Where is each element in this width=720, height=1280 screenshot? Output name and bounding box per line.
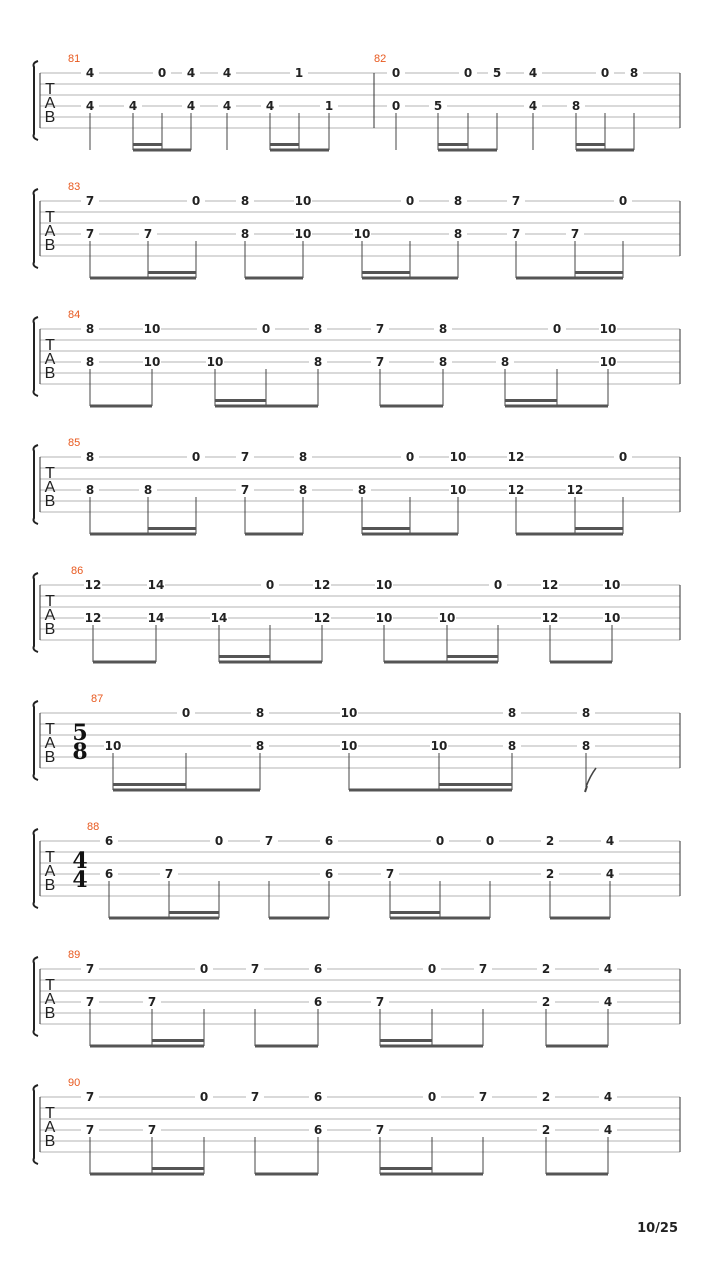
tab-clef-letter: T bbox=[45, 849, 55, 866]
beam bbox=[362, 277, 458, 280]
fret-number-bottom: 8 bbox=[298, 483, 308, 497]
fret-number-top: 2 bbox=[541, 962, 551, 976]
beam bbox=[516, 277, 623, 280]
fret-number-top: 10 bbox=[375, 578, 393, 592]
measure-number: 90 bbox=[68, 1077, 81, 1089]
beam bbox=[109, 917, 219, 920]
fret-number-top: 4 bbox=[605, 834, 615, 848]
fret-number-top: 10 bbox=[599, 322, 617, 336]
fret-number-bottom: 12 bbox=[507, 483, 525, 497]
beam bbox=[245, 533, 303, 536]
fret-number-bottom: 6 bbox=[104, 867, 114, 881]
fret-number-bottom: 8 bbox=[85, 483, 95, 497]
measure-number: 89 bbox=[68, 949, 81, 961]
tab-clef-letter: A bbox=[44, 223, 56, 240]
fret-number-bottom: 8 bbox=[581, 739, 591, 753]
beam-secondary bbox=[362, 271, 410, 274]
beam bbox=[90, 533, 196, 536]
fret-number-bottom: 4 bbox=[605, 867, 615, 881]
beam bbox=[380, 405, 443, 408]
fret-number-top: 0 bbox=[181, 706, 191, 720]
system-bracket bbox=[34, 573, 39, 652]
fret-number-top: 0 bbox=[199, 962, 209, 976]
beam-secondary bbox=[169, 911, 219, 914]
beam bbox=[546, 1045, 608, 1048]
tab-clef-letter: T bbox=[45, 977, 55, 994]
beam-secondary bbox=[148, 271, 196, 274]
beam bbox=[550, 917, 610, 920]
tab-clef-letter: T bbox=[45, 465, 55, 482]
fret-number-bottom: 7 bbox=[570, 227, 580, 241]
tab-clef-letter: B bbox=[44, 877, 56, 894]
beam-secondary bbox=[505, 399, 557, 402]
fret-number-bottom: 8 bbox=[85, 355, 95, 369]
fret-number-top: 10 bbox=[340, 706, 358, 720]
fret-number-top: 4 bbox=[222, 66, 232, 80]
measure-number: 82 bbox=[374, 53, 387, 65]
fret-number-top: 10 bbox=[143, 322, 161, 336]
fret-number-bottom: 1 bbox=[324, 99, 334, 113]
fret-number-top: 7 bbox=[264, 834, 274, 848]
fret-number-bottom: 7 bbox=[85, 1123, 95, 1137]
fret-number-top: 8 bbox=[507, 706, 517, 720]
fret-number-bottom: 12 bbox=[566, 483, 584, 497]
fret-number-bottom: 10 bbox=[430, 739, 448, 753]
fret-number-top: 0 bbox=[405, 194, 415, 208]
fret-number-bottom: 7 bbox=[240, 483, 250, 497]
fret-number-top: 0 bbox=[463, 66, 473, 80]
fret-number-top: 8 bbox=[85, 322, 95, 336]
fret-number-top: 8 bbox=[629, 66, 639, 80]
fret-number-bottom: 10 bbox=[353, 227, 371, 241]
fret-number-bottom: 7 bbox=[85, 227, 95, 241]
beam-secondary bbox=[270, 143, 299, 146]
fret-number-top: 8 bbox=[298, 450, 308, 464]
fret-number-bottom: 7 bbox=[85, 995, 95, 1009]
beam-secondary bbox=[575, 527, 623, 530]
fret-number-top: 6 bbox=[324, 834, 334, 848]
fret-number-bottom: 14 bbox=[147, 611, 165, 625]
system-bracket bbox=[34, 701, 39, 780]
tab-system bbox=[34, 1077, 681, 1176]
fret-number-bottom: 8 bbox=[255, 739, 265, 753]
fret-number-top: 0 bbox=[552, 322, 562, 336]
fret-number-top: 0 bbox=[485, 834, 495, 848]
fret-number-top: 0 bbox=[435, 834, 445, 848]
beam bbox=[269, 917, 329, 920]
beam-secondary bbox=[380, 1167, 432, 1170]
tab-clef-letter: A bbox=[44, 607, 56, 624]
tab-clef-letter: T bbox=[45, 1105, 55, 1122]
beam bbox=[550, 661, 612, 664]
tab-clef-letter: B bbox=[44, 1005, 56, 1022]
tab-clef-letter: A bbox=[44, 735, 56, 752]
fret-number-bottom: 10 bbox=[143, 355, 161, 369]
fret-number-top: 2 bbox=[541, 1090, 551, 1104]
fret-number-top: 0 bbox=[214, 834, 224, 848]
fret-number-top: 7 bbox=[250, 1090, 260, 1104]
fret-number-top: 8 bbox=[240, 194, 250, 208]
fret-number-bottom: 8 bbox=[143, 483, 153, 497]
fret-number-bottom: 10 bbox=[603, 611, 621, 625]
system-bracket bbox=[34, 829, 39, 908]
fret-number-top: 7 bbox=[511, 194, 521, 208]
fret-number-bottom: 4 bbox=[603, 1123, 613, 1137]
beam bbox=[93, 661, 156, 664]
tab-clef-letter: A bbox=[44, 479, 56, 496]
tab-clef-letter: A bbox=[44, 95, 56, 112]
tab-system bbox=[34, 949, 681, 1048]
beam-secondary bbox=[219, 655, 270, 658]
fret-number-top: 6 bbox=[313, 962, 323, 976]
beam bbox=[219, 661, 322, 664]
fret-number-bottom: 7 bbox=[385, 867, 395, 881]
system-bracket bbox=[34, 957, 39, 1036]
measure-number: 84 bbox=[68, 309, 81, 321]
beam-secondary bbox=[215, 399, 266, 402]
fret-number-top: 0 bbox=[493, 578, 503, 592]
fret-number-bottom: 8 bbox=[453, 227, 463, 241]
fret-number-bottom: 4 bbox=[186, 99, 196, 113]
system-bracket bbox=[34, 317, 39, 396]
fret-number-top: 0 bbox=[391, 66, 401, 80]
note-flag bbox=[586, 768, 596, 787]
fret-number-bottom: 7 bbox=[147, 995, 157, 1009]
fret-number-bottom: 10 bbox=[599, 355, 617, 369]
fret-number-top: 0 bbox=[427, 1090, 437, 1104]
beam bbox=[505, 405, 608, 408]
beam bbox=[380, 1173, 483, 1176]
beam bbox=[90, 1045, 204, 1048]
fret-number-top: 0 bbox=[427, 962, 437, 976]
fret-number-bottom: 5 bbox=[433, 99, 443, 113]
beam-secondary bbox=[362, 527, 410, 530]
fret-number-top: 12 bbox=[507, 450, 525, 464]
fret-number-bottom: 12 bbox=[84, 611, 102, 625]
fret-number-bottom: 6 bbox=[313, 1123, 323, 1137]
fret-number-top: 7 bbox=[250, 962, 260, 976]
fret-number-top: 0 bbox=[157, 66, 167, 80]
fret-number-bottom: 12 bbox=[541, 611, 559, 625]
fret-number-bottom: 6 bbox=[324, 867, 334, 881]
beam bbox=[362, 533, 458, 536]
fret-number-top: 10 bbox=[294, 194, 312, 208]
beam-secondary bbox=[439, 783, 512, 786]
fret-number-top: 4 bbox=[85, 66, 95, 80]
tab-system bbox=[34, 821, 681, 920]
fret-number-bottom: 10 bbox=[206, 355, 224, 369]
fret-number-top: 4 bbox=[603, 1090, 613, 1104]
measure-number: 86 bbox=[71, 565, 84, 577]
tab-clef-letter: B bbox=[44, 109, 56, 126]
fret-number-top: 14 bbox=[147, 578, 165, 592]
time-signature-numerator: 4 bbox=[72, 848, 88, 874]
beam-secondary bbox=[148, 527, 196, 530]
tab-clef-letter: T bbox=[45, 721, 55, 738]
system-bracket bbox=[34, 61, 39, 140]
fret-number-top: 0 bbox=[265, 578, 275, 592]
measure-number: 87 bbox=[91, 693, 104, 705]
tab-system bbox=[34, 693, 681, 792]
fret-number-top: 0 bbox=[191, 194, 201, 208]
beam bbox=[90, 277, 196, 280]
fret-number-bottom: 2 bbox=[545, 867, 555, 881]
fret-number-bottom: 4 bbox=[528, 99, 538, 113]
system-bracket bbox=[34, 445, 39, 524]
tab-clef-letter: B bbox=[44, 237, 56, 254]
fret-number-top: 6 bbox=[313, 1090, 323, 1104]
fret-number-top: 8 bbox=[255, 706, 265, 720]
beam bbox=[113, 789, 260, 792]
fret-number-top: 10 bbox=[449, 450, 467, 464]
fret-number-top: 4 bbox=[528, 66, 538, 80]
tab-system bbox=[34, 565, 681, 664]
tab-clef-letter: A bbox=[44, 351, 56, 368]
fret-number-bottom: 8 bbox=[438, 355, 448, 369]
fret-number-bottom: 14 bbox=[210, 611, 228, 625]
beam bbox=[215, 405, 318, 408]
fret-number-top: 5 bbox=[492, 66, 502, 80]
fret-number-bottom: 6 bbox=[313, 995, 323, 1009]
fret-number-bottom: 8 bbox=[357, 483, 367, 497]
tab-clef-letter: T bbox=[45, 81, 55, 98]
fret-number-top: 7 bbox=[375, 322, 385, 336]
beam-secondary bbox=[152, 1167, 204, 1170]
tab-clef-letter: T bbox=[45, 337, 55, 354]
time-signature-denominator: 8 bbox=[72, 739, 88, 765]
tab-clef-letter: T bbox=[45, 593, 55, 610]
fret-number-top: 6 bbox=[104, 834, 114, 848]
beam bbox=[245, 277, 303, 280]
fret-number-top: 0 bbox=[199, 1090, 209, 1104]
fret-number-bottom: 7 bbox=[143, 227, 153, 241]
tab-clef-letter: B bbox=[44, 365, 56, 382]
fret-number-bottom: 4 bbox=[85, 99, 95, 113]
time-signature-denominator: 4 bbox=[72, 867, 88, 893]
tab-system bbox=[34, 53, 681, 152]
fret-number-bottom: 4 bbox=[603, 995, 613, 1009]
fret-number-bottom: 8 bbox=[313, 355, 323, 369]
fret-number-bottom: 4 bbox=[128, 99, 138, 113]
fret-number-bottom: 7 bbox=[511, 227, 521, 241]
beam bbox=[546, 1173, 608, 1176]
fret-number-top: 8 bbox=[438, 322, 448, 336]
beam bbox=[438, 149, 497, 152]
beam-secondary bbox=[390, 911, 440, 914]
time-signature-numerator: 5 bbox=[72, 720, 88, 746]
fret-number-bottom: 10 bbox=[340, 739, 358, 753]
fret-number-top: 0 bbox=[405, 450, 415, 464]
fret-number-bottom: 7 bbox=[375, 355, 385, 369]
fret-number-top: 0 bbox=[618, 194, 628, 208]
beam bbox=[384, 661, 498, 664]
fret-number-top: 2 bbox=[545, 834, 555, 848]
fret-number-top: 8 bbox=[581, 706, 591, 720]
measure-number: 85 bbox=[68, 437, 81, 449]
fret-number-bottom: 2 bbox=[541, 1123, 551, 1137]
fret-number-top: 12 bbox=[313, 578, 331, 592]
fret-number-bottom: 2 bbox=[541, 995, 551, 1009]
tab-clef-letter: T bbox=[45, 209, 55, 226]
beam bbox=[255, 1173, 318, 1176]
fret-number-bottom: 8 bbox=[507, 739, 517, 753]
fret-number-top: 0 bbox=[191, 450, 201, 464]
tab-system bbox=[34, 309, 681, 408]
fret-number-top: 12 bbox=[84, 578, 102, 592]
fret-number-top: 7 bbox=[85, 962, 95, 976]
fret-number-bottom: 0 bbox=[391, 99, 401, 113]
fret-number-bottom: 7 bbox=[375, 1123, 385, 1137]
beam-secondary bbox=[152, 1039, 204, 1042]
fret-number-top: 7 bbox=[478, 962, 488, 976]
fret-number-top: 7 bbox=[240, 450, 250, 464]
beam-secondary bbox=[380, 1039, 432, 1042]
fret-number-bottom: 10 bbox=[375, 611, 393, 625]
tab-clef-letter: A bbox=[44, 991, 56, 1008]
beam bbox=[576, 149, 634, 152]
fret-number-top: 4 bbox=[186, 66, 196, 80]
fret-number-bottom: 12 bbox=[313, 611, 331, 625]
beam bbox=[133, 149, 191, 152]
fret-number-bottom: 4 bbox=[222, 99, 232, 113]
measure-number: 88 bbox=[87, 821, 100, 833]
fret-number-bottom: 7 bbox=[147, 1123, 157, 1137]
fret-number-top: 12 bbox=[541, 578, 559, 592]
fret-number-top: 8 bbox=[313, 322, 323, 336]
fret-number-bottom: 10 bbox=[438, 611, 456, 625]
fret-number-top: 7 bbox=[85, 194, 95, 208]
tab-clef-letter: B bbox=[44, 1133, 56, 1150]
fret-number-bottom: 7 bbox=[375, 995, 385, 1009]
note-flag-tip bbox=[585, 786, 587, 792]
beam-secondary bbox=[133, 143, 162, 146]
fret-number-bottom: 10 bbox=[449, 483, 467, 497]
beam bbox=[90, 1173, 204, 1176]
tab-clef-letter: B bbox=[44, 493, 56, 510]
page-number: 10/25 bbox=[637, 1221, 678, 1236]
beam bbox=[380, 1045, 483, 1048]
fret-number-bottom: 7 bbox=[164, 867, 174, 881]
beam bbox=[270, 149, 329, 152]
fret-number-bottom: 10 bbox=[104, 739, 122, 753]
fret-number-bottom: 8 bbox=[571, 99, 581, 113]
system-bracket bbox=[34, 1085, 39, 1164]
fret-number-bottom: 8 bbox=[240, 227, 250, 241]
fret-number-top: 4 bbox=[603, 962, 613, 976]
beam-secondary bbox=[113, 783, 186, 786]
beam-secondary bbox=[438, 143, 468, 146]
measure-number: 83 bbox=[68, 181, 81, 193]
beam bbox=[516, 533, 623, 536]
tab-system bbox=[34, 181, 681, 280]
fret-number-bottom: 8 bbox=[500, 355, 510, 369]
fret-number-top: 7 bbox=[478, 1090, 488, 1104]
fret-number-top: 0 bbox=[261, 322, 271, 336]
fret-number-top: 7 bbox=[85, 1090, 95, 1104]
fret-number-top: 10 bbox=[603, 578, 621, 592]
beam bbox=[90, 405, 152, 408]
tab-system bbox=[34, 437, 681, 536]
beam bbox=[255, 1045, 318, 1048]
fret-number-top: 8 bbox=[85, 450, 95, 464]
fret-number-top: 1 bbox=[294, 66, 304, 80]
tab-clef-letter: A bbox=[44, 863, 56, 880]
beam bbox=[390, 917, 490, 920]
fret-number-top: 0 bbox=[618, 450, 628, 464]
tab-clef-letter: B bbox=[44, 749, 56, 766]
tab-clef-letter: A bbox=[44, 1119, 56, 1136]
beam-secondary bbox=[575, 271, 623, 274]
measure-number: 81 bbox=[68, 53, 81, 65]
beam bbox=[349, 789, 512, 792]
beam-secondary bbox=[576, 143, 605, 146]
fret-number-bottom: 4 bbox=[265, 99, 275, 113]
beam-secondary bbox=[447, 655, 498, 658]
fret-number-top: 8 bbox=[453, 194, 463, 208]
fret-number-top: 0 bbox=[600, 66, 610, 80]
fret-number-bottom: 10 bbox=[294, 227, 312, 241]
tab-clef-letter: B bbox=[44, 621, 56, 638]
system-bracket bbox=[34, 189, 39, 268]
